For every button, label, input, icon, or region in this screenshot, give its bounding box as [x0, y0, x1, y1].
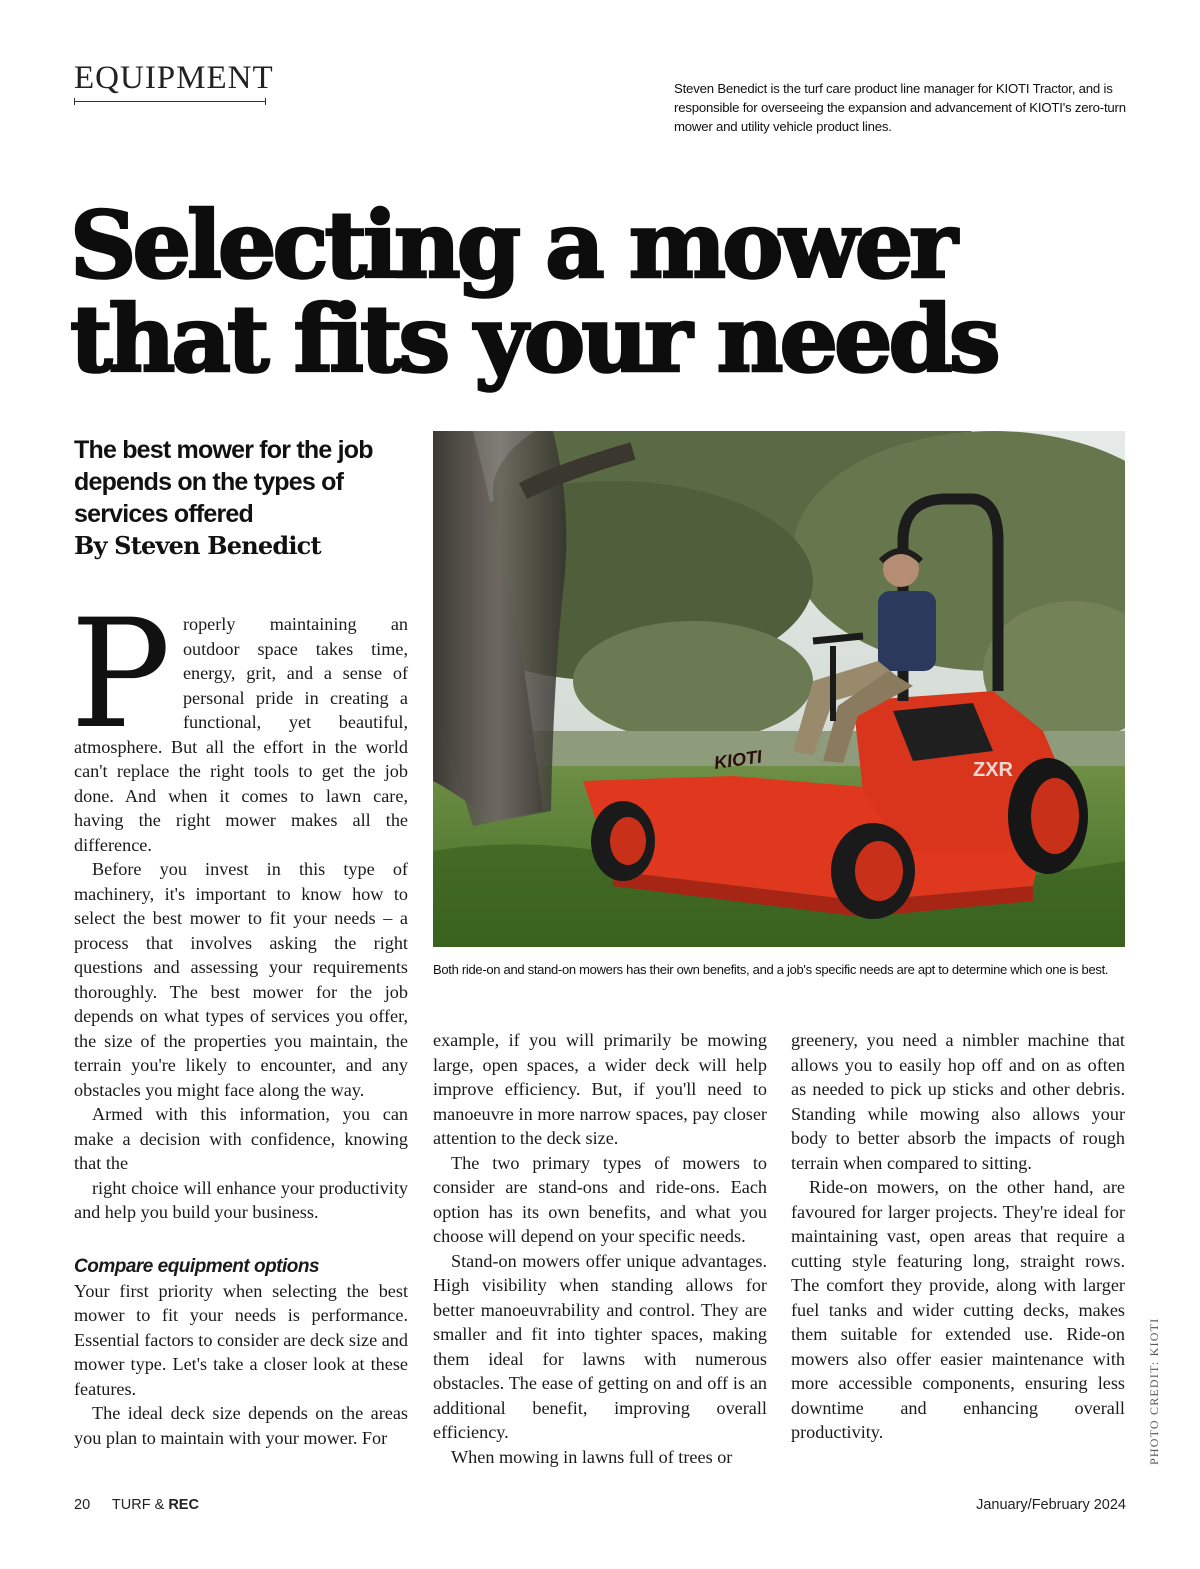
subhead: Compare equipment options	[74, 1255, 320, 1277]
paragraph-8b: greenery, you need a nimbler machine that allows you to easily hop off and on as often as needed to pick up sticks and other debris. Standing while mowing also allows your body to better absorb the impacts of rough terrain when compared to sitting.	[791, 1030, 1125, 1173]
page-number: 20	[74, 1497, 91, 1513]
body-column-1	[70, 588, 408, 1450]
paragraph-8a: When mowing in lawns full of trees or	[451, 1446, 733, 1467]
paragraph-4: Your first priority when selecting the best mower to fit your needs is performance. Essential factors to consider are deck size and mower type. Let's take a closer look at these features.	[74, 1280, 408, 1399]
photo-caption: Both ride-on and stand-on mowers has their own benefits, and a job's specific needs are apt to determine which one is best.	[433, 962, 1109, 977]
paragraph-7: Stand-on mowers offer unique advantages. High visibility when standing allows for better manoeuvrability and control. They are smaller and fit into tighter spaces, making them ideal for lawns with numerous obstacles. The ease of getting on and off is an additional benefit, improving overall efficiency.	[433, 1250, 767, 1442]
body-column-2	[433, 1028, 767, 1469]
headline: Selecting a mower that fits your needs	[70, 191, 997, 393]
mower-brand-label: KIOTI	[712, 746, 764, 773]
mower-photo	[433, 431, 1125, 947]
magazine-name: TURF & REC	[111, 1497, 199, 1513]
paragraph-6: The two primary types of mowers to consider are stand-ons and ride-ons. Each option has its own benefits, and what you choose will depend on your specific needs.	[433, 1152, 767, 1246]
issue-date: January/February 2024	[976, 1497, 1126, 1513]
footer-left	[74, 1497, 199, 1513]
body-column-3	[791, 1028, 1125, 1445]
deck: The best mower for the job depends on the types of services offered	[74, 436, 373, 528]
section-rule	[74, 101, 266, 102]
paragraph-2: Before you invest in this type of machinery, it's important to know how to select the best mower to fit your needs – a process that involves asking the right questions and assessing your requirements thoroughly. The best mower for the job depends on what types of services you offer, the size of the properties you maintain, the terrain you're likely to encounter, and any obstacles you might face along the way.	[74, 859, 408, 1100]
section-label: EQUIPMENT	[74, 60, 274, 96]
paragraph-3a: Armed with this information, you can make a decision with confidence, knowing that the	[74, 1104, 408, 1173]
author-bio: Steven Benedict is the turf care product line manager for KIOTI Tractor, and is responsible for overseeing the expansion and advancement of KIOTI's zero-turn mower and utility vehicle product lines.	[674, 81, 1126, 134]
mower-model-label: ZXR	[973, 759, 1013, 781]
paragraph-5a: The ideal deck size depends on the areas you plan to maintain with your mower. For	[74, 1403, 408, 1448]
drop-cap: P	[70, 588, 171, 762]
photo-credit: PHOTO CREDIT: KIOTI	[1147, 1317, 1161, 1465]
paragraph-1: Properly maintaining an outdoor space takes time, energy, grit, and a sense of personal pride in creating a functional, yet beautiful, atmosphere. But all the effort in the world can't replace the right tools to get the job done. And when it comes to lawn care, having the right mower makes all the difference.	[70, 588, 408, 855]
paragraph-3b: right choice will enhance your productivity and help you build your business.	[74, 1177, 408, 1222]
byline: By Steven Benedict	[74, 531, 321, 560]
paragraph-5b: example, if you will primarily be mowing large, open spaces, a wider deck will help improve efficiency. But, if you'll need to manoeuvre in more narrow spaces, pay closer attention to the deck size.	[433, 1030, 767, 1148]
paragraph-9: Ride-on mowers, on the other hand, are favoured for larger projects. They're ideal for maintaining vast, open areas that require a cutting style featuring long, straight rows. The comfort they provide, along with larger fuel tanks and wider cutting decks, makes them suitable for extended use. Ride-on mowers also offer easier maintenance with more accessible components, ensuring less downtime and enhancing overall productivity.	[791, 1177, 1125, 1442]
